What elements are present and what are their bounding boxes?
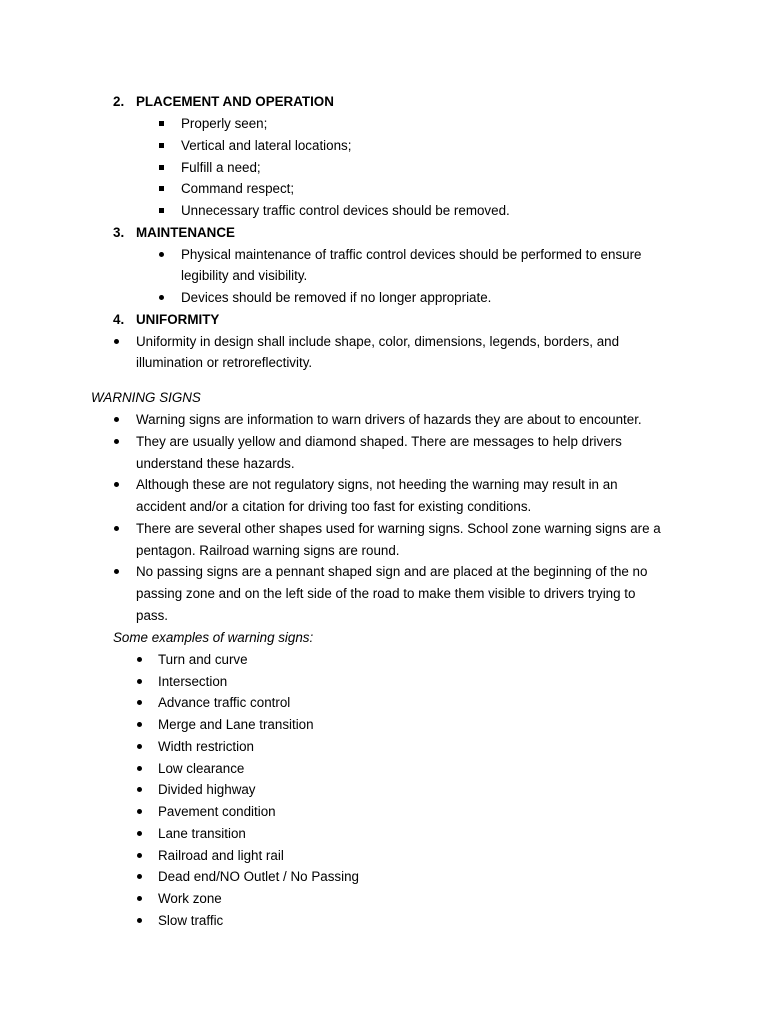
list-item-continuation: illumination or retroreflectivity. bbox=[136, 355, 313, 370]
round-bullet-icon bbox=[114, 482, 119, 487]
example-item: Divided highway bbox=[158, 782, 256, 797]
square-bullet-icon bbox=[159, 165, 164, 170]
round-bullet-icon bbox=[137, 787, 142, 792]
round-bullet-icon bbox=[137, 831, 142, 836]
example-item: Dead end/NO Outlet / No Passing bbox=[158, 869, 359, 884]
square-bullet-icon bbox=[159, 143, 164, 148]
square-bullet-icon bbox=[159, 121, 164, 126]
list-item: Uniformity in design shall include shape, color, dimensions, legends, borders, and bbox=[136, 334, 620, 349]
example-item: Advance traffic control bbox=[158, 695, 291, 710]
list-item-continuation: understand these hazards. bbox=[136, 456, 295, 471]
round-bullet-icon bbox=[137, 679, 142, 684]
list-item: They are usually yellow and diamond shaped. There are messages to help drivers bbox=[136, 434, 622, 449]
round-bullet-icon bbox=[114, 569, 119, 574]
round-bullet-icon bbox=[137, 700, 142, 705]
example-item: Pavement condition bbox=[158, 804, 276, 819]
list-item: Unnecessary traffic control devices should be removed. bbox=[181, 203, 510, 218]
list-item-continuation: passing zone and on the left side of the road to make them visible to drivers trying to bbox=[136, 586, 636, 601]
round-bullet-icon bbox=[159, 252, 164, 257]
list-item: Physical maintenance of traffic control devices should be performed to ensure bbox=[181, 247, 642, 262]
example-item: Slow traffic bbox=[158, 913, 224, 928]
list-item: Although these are not regulatory signs, not heeding the warning may result in an bbox=[136, 477, 618, 492]
section-number: 2. bbox=[113, 94, 125, 109]
round-bullet-icon bbox=[114, 439, 119, 444]
warning-signs-heading: WARNING SIGNS bbox=[91, 390, 201, 405]
example-item: Intersection bbox=[158, 674, 228, 689]
list-item: No passing signs are a pennant shaped sign and are placed at the beginning of the no bbox=[136, 564, 648, 579]
round-bullet-icon bbox=[137, 918, 142, 923]
round-bullet-icon bbox=[137, 896, 142, 901]
section-number: 4. bbox=[113, 312, 125, 327]
section-heading: UNIFORMITY bbox=[136, 312, 220, 327]
round-bullet-icon bbox=[114, 339, 119, 344]
round-bullet-icon bbox=[137, 809, 142, 814]
list-item: Vertical and lateral locations; bbox=[181, 138, 352, 153]
list-item-continuation: pass. bbox=[136, 608, 169, 623]
list-item-continuation: legibility and visibility. bbox=[181, 268, 308, 283]
round-bullet-icon bbox=[137, 853, 142, 858]
round-bullet-icon bbox=[137, 744, 142, 749]
example-item: Width restriction bbox=[158, 739, 254, 754]
example-item: Merge and Lane transition bbox=[158, 717, 314, 732]
example-item: Work zone bbox=[158, 891, 222, 906]
round-bullet-icon bbox=[137, 874, 142, 879]
list-item: Properly seen; bbox=[181, 116, 268, 131]
example-item: Lane transition bbox=[158, 826, 246, 841]
list-item: Devices should be removed if no longer appropriate. bbox=[181, 290, 492, 305]
example-item: Railroad and light rail bbox=[158, 848, 284, 863]
square-bullet-icon bbox=[159, 186, 164, 191]
list-item-continuation: pentagon. Railroad warning signs are round. bbox=[136, 543, 400, 558]
list-item: Command respect; bbox=[181, 181, 295, 196]
round-bullet-icon bbox=[137, 766, 142, 771]
list-item-continuation: accident and/or a citation for driving too fast for existing conditions. bbox=[136, 499, 532, 514]
round-bullet-icon bbox=[114, 526, 119, 531]
example-item: Turn and curve bbox=[158, 652, 248, 667]
square-bullet-icon bbox=[159, 208, 164, 213]
round-bullet-icon bbox=[137, 722, 142, 727]
list-item: Fulfill a need; bbox=[181, 160, 261, 175]
round-bullet-icon bbox=[159, 295, 164, 300]
list-item: There are several other shapes used for warning signs. School zone warning signs are a bbox=[136, 521, 661, 536]
round-bullet-icon bbox=[137, 657, 142, 662]
examples-heading: Some examples of warning signs: bbox=[113, 630, 314, 645]
list-item: Warning signs are information to warn drivers of hazards they are about to encounter. bbox=[136, 412, 642, 427]
section-heading: MAINTENANCE bbox=[136, 225, 235, 240]
round-bullet-icon bbox=[114, 417, 119, 422]
example-item: Low clearance bbox=[158, 761, 245, 776]
section-heading: PLACEMENT AND OPERATION bbox=[136, 94, 334, 109]
section-number: 3. bbox=[113, 225, 125, 240]
